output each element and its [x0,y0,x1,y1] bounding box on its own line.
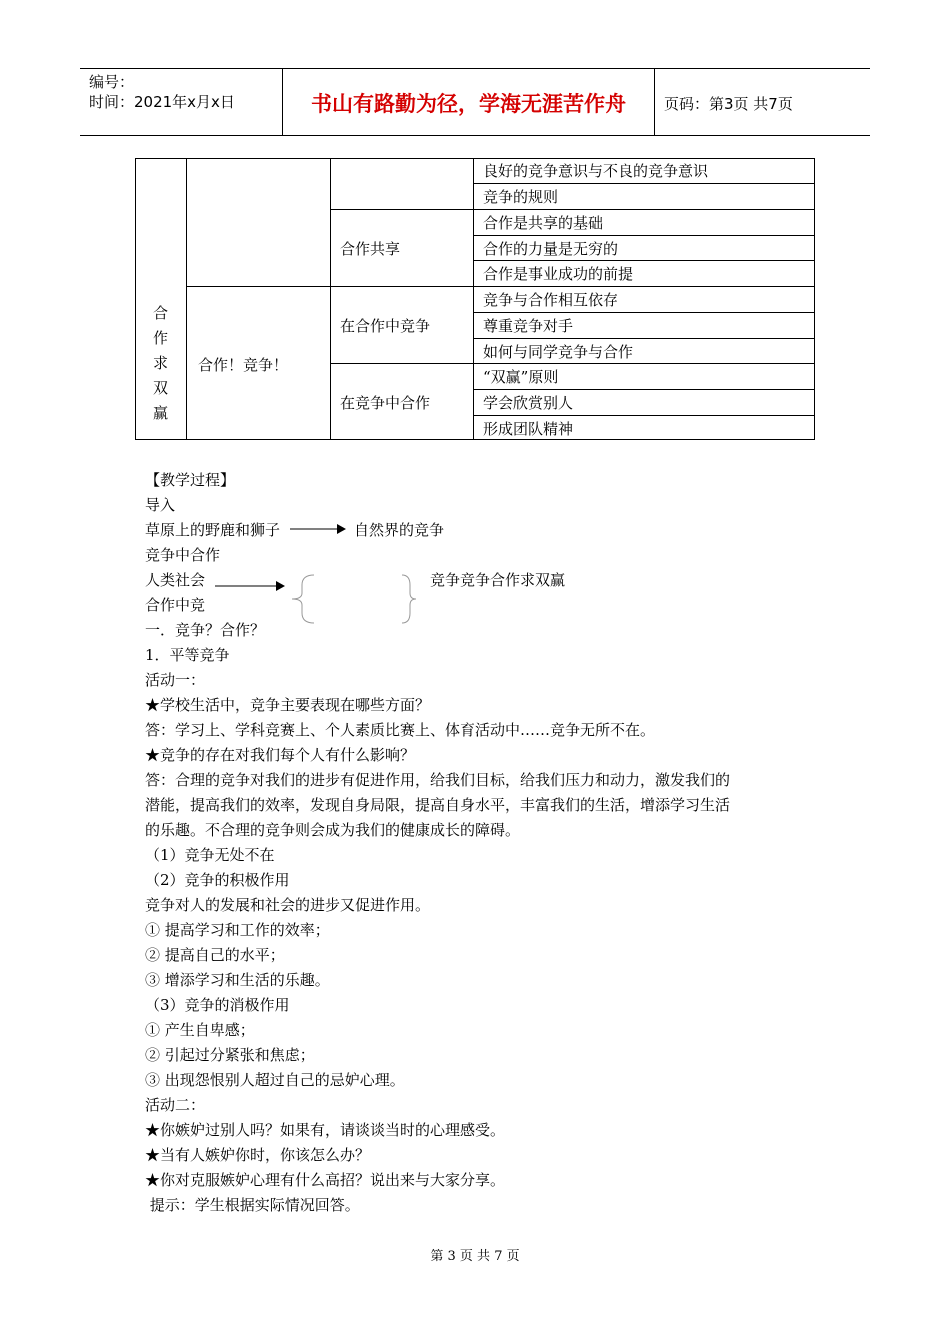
table-point: 合作是共享的基础 [483,214,604,232]
table-point: 竞争与合作相互依存 [483,291,619,309]
question-5: ★你对克服嫉妒心理有什么高招？说出来与大家分享。 [145,1171,506,1189]
point-3-item: ① 产生自卑感； [145,1021,255,1039]
header-top-rule [80,68,870,69]
topic-char: 求 [152,354,168,372]
header-page-label: 页码：第3页 共7页 [664,95,793,113]
table-point: 竞争的规则 [483,188,559,206]
point-2-item: ③ 增添学习和生活的乐趣。 [145,971,330,989]
question-2: ★竞争的存在对我们每个人有什么影响？ [145,746,416,764]
header-number-label: 编号： [89,73,135,91]
answer-2-line1: 答：合理的竞争对我们的进步有促进作用，给我们目标，给我们压力和动力，激发我们的 [145,771,731,789]
table-section-label: 合作！竞争！ [198,356,289,374]
sub1-heading: 1．平等竞争 [145,646,230,664]
grassland-text: 草原上的野鹿和狮子 [145,521,281,539]
table-subtopic: 在合作中竞争 [340,317,431,335]
activity1-label: 活动一： [145,671,206,689]
header-divider-right [654,68,655,136]
header-bottom-rule [80,135,870,136]
answer-2-line2: 潜能，提高我们的效率，发现自身局限，提高自身水平，丰富我们的生活，增添学习生活 [145,796,731,814]
question-3: ★你嫉妒过别人吗？如果有，请谈谈当时的心理感受。 [145,1121,506,1139]
left-brace-icon [288,573,318,625]
topic-char: 作 [152,329,168,347]
comp-in-coop-text: 合作中竞 [145,596,206,614]
topic-char: 赢 [152,404,168,422]
answer-1: 答：学习上、学科竞赛上、个人素质比赛上、体育活动中……竞争无所不在。 [145,721,656,739]
point-2-desc: 竞争对人的发展和社会的进步又促进作用。 [145,896,431,914]
table-point: 合作的力量是无穷的 [483,240,619,258]
table-point: 学会欣赏别人 [483,394,574,412]
activity2-label: 活动二： [145,1096,206,1114]
brace-result-text: 竞争竞争合作求双赢 [430,571,566,589]
table-topic-vertical [135,301,186,426]
table-point: 良好的竞争意识与不良的竞争意识 [483,162,709,180]
page-footer: 第 3 页 共 7 页 [430,1249,520,1264]
question-4: ★当有人嫉妒你时，你该怎么办？ [145,1146,371,1164]
header-time-label: 时间：2021年x月x日 [89,93,235,111]
table-point: “双赢”原则 [483,368,559,386]
table-subtopic: 合作共享 [340,240,401,258]
point-1: （1）竞争无处不在 [145,846,275,864]
question-1: ★学校生活中，竞争主要表现在哪些方面？ [145,696,431,714]
outline-table [135,158,815,440]
section1-heading: 一．竞争？合作？ [145,621,266,639]
point-2: （2）竞争的积极作用 [145,871,290,889]
topic-char: 合 [152,304,168,322]
table-point: 形成团队精神 [483,420,574,438]
coop-in-comp-text: 竞争中合作 [145,546,221,564]
arrow-right-icon [215,578,290,594]
hint-text: 提示：学生根据实际情况回答。 [145,1196,360,1214]
point-3-item: ② 引起过分紧张和焦虑； [145,1046,315,1064]
point-3: （3）竞争的消极作用 [145,996,290,1014]
header-motto: 书山有路勤为径，学海无涯苦作舟 [311,92,626,116]
topic-char: 双 [152,379,168,397]
right-brace-icon [398,573,420,625]
process-heading: 【教学过程】 [145,471,236,489]
table-point: 合作是事业成功的前提 [483,265,634,283]
table-point: 尊重竞争对手 [483,317,574,335]
answer-2-line3: 的乐趣。不合理的竞争则会成为我们的健康成长的障碍。 [145,821,521,839]
point-2-item: ① 提高学习和工作的效率； [145,921,330,939]
point-2-item: ② 提高自己的水平； [145,946,285,964]
human-society-text: 人类社会 [145,571,206,589]
arrow-right-icon [290,521,350,537]
table-point: 如何与同学竞争与合作 [483,343,634,361]
nature-competition-text: 自然界的竞争 [354,521,445,539]
intro-label: 导入 [145,496,176,514]
point-3-item: ③ 出现怨恨别人超过自己的忌妒心理。 [145,1071,405,1089]
table-subtopic: 在竞争中合作 [340,394,431,412]
